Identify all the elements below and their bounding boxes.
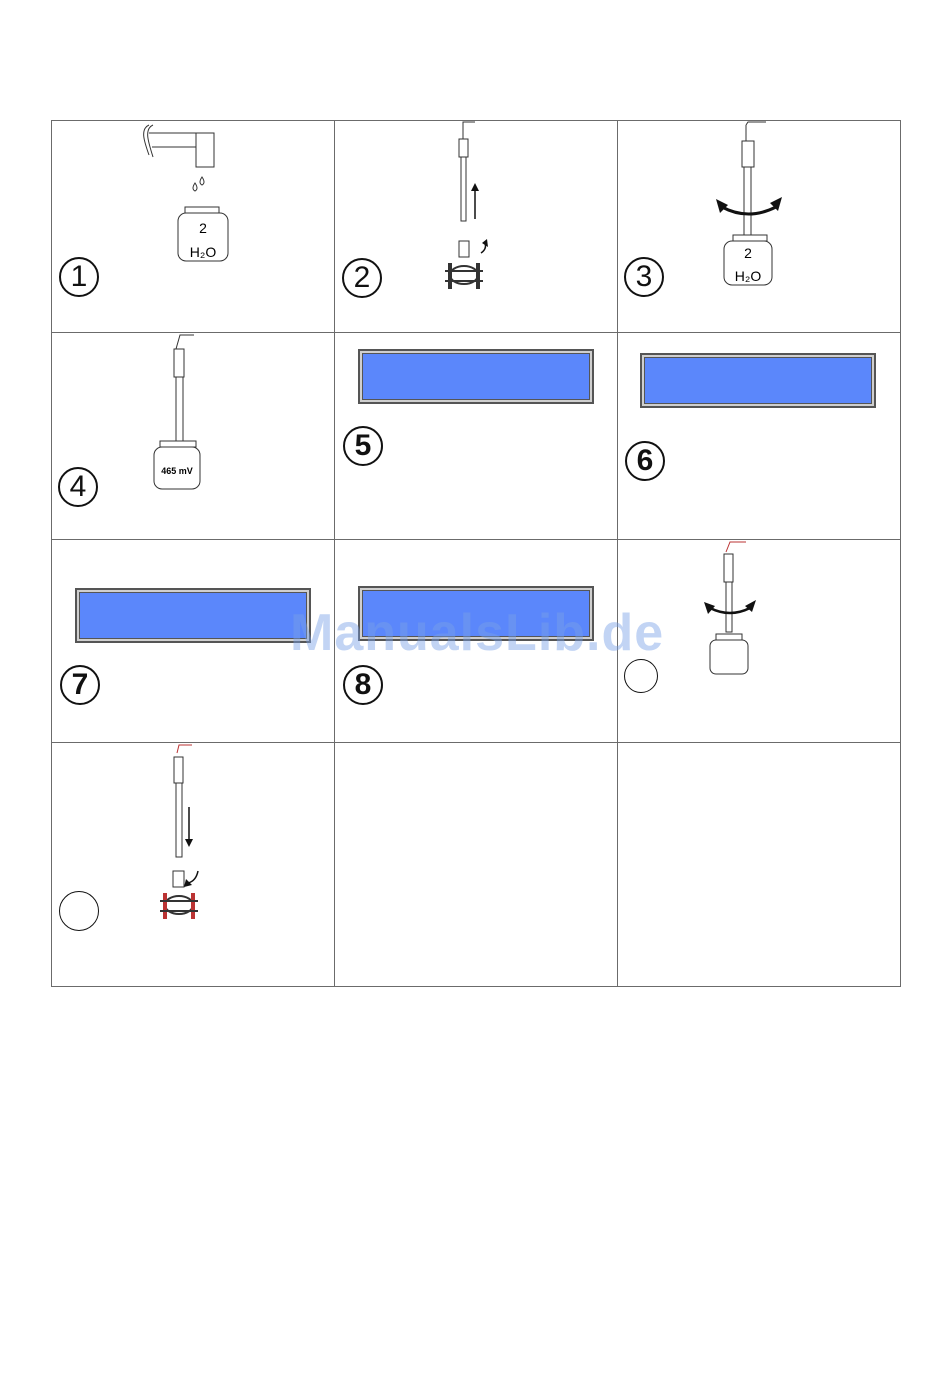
step-10-panel: [51, 742, 335, 987]
electrode-removal-illustration: [335, 121, 618, 333]
step-number-3: 3: [624, 257, 664, 297]
step-2-panel: [334, 120, 618, 333]
empty-panel-11: [334, 742, 618, 987]
bottle-number-label: 2: [744, 245, 752, 261]
bottle-water-label: H₂O: [734, 268, 762, 284]
step-number-8: 8: [343, 665, 383, 705]
step-6-panel: [617, 332, 901, 540]
step-number-9: [624, 659, 658, 693]
step-number-6: 6: [625, 441, 665, 481]
watermark-text: ManualsLib.de: [290, 604, 665, 662]
step-5-panel: [334, 332, 618, 540]
step-number-7: 7: [60, 665, 100, 705]
step-number-4: 4: [58, 467, 98, 507]
electrode-in-buffer-illustration: [52, 333, 335, 540]
empty-panel-12: [617, 742, 901, 987]
step-number-10: [59, 891, 99, 931]
bottle-mv-label: 465 mV: [161, 466, 193, 476]
bottle-number-label: 2: [199, 220, 207, 236]
lcd-display: [75, 588, 311, 643]
step-number-1: 1: [59, 257, 99, 297]
lcd-display: [358, 349, 594, 404]
lcd-display: [640, 353, 876, 408]
bottle-water-label: H₂O: [189, 244, 217, 260]
step-3-panel: [617, 120, 901, 333]
electrode-installation-illustration: [52, 743, 335, 987]
step-number-5: 5: [343, 426, 383, 466]
faucet-and-bottle-illustration: [52, 121, 335, 333]
instruction-grid: [51, 120, 900, 986]
step-4-panel: [51, 332, 335, 540]
electrode-in-bottle-swirl-illustration: [618, 121, 901, 333]
step-number-2: 2: [342, 258, 382, 298]
step-1-panel: [51, 120, 335, 333]
